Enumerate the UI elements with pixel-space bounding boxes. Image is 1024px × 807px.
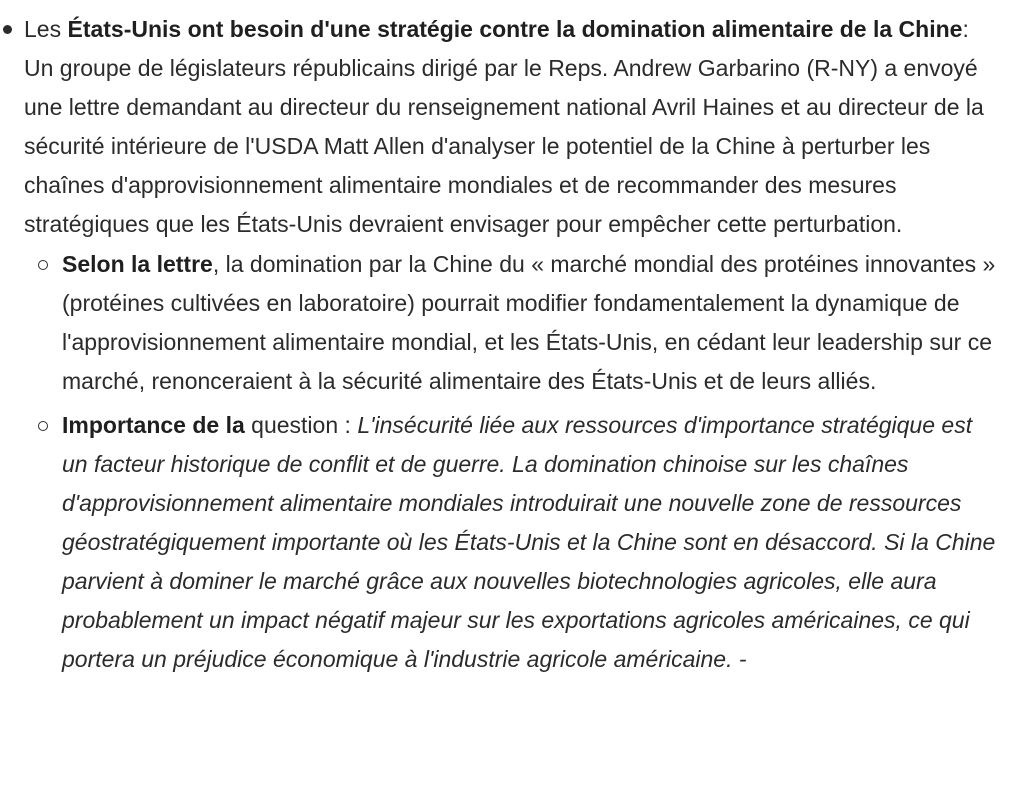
main-item-text: : Un groupe de législateurs républicains dirigé par le Reps. Andrew Garbarino (R-NY) a envoyé une lettre demandant au directeur du renseignement national Avril Haines et au directeur de la sécurité intérieure de l'USDA Matt Allen d'analyser le potentiel de la Chine à perturber les chaînes d'approvisionnement alimentaire mondiales et de recommander des mesures stratégiques que les États-Unis devraient envisager pour empêcher cette perturbation. [24,16,984,237]
bullet-list [0,10,1024,679]
sub-item-1-text: , la domination par la Chine du « marché mondial des protéines innovantes » (protéines cultivées en laboratoire) pourrait modifier fondamentalement la dynamique de l'approvisionnement alimentaire mondial, et les États-Unis, en cédant leur leadership sur ce marché, renonceraient à la sécurité alimentaire des États-Unis et de leurs alliés. [62,251,996,394]
sub-item-2-italic: L'insécurité liée aux ressources d'importance stratégique est un facteur historique de conflit et de guerre. La domination chinoise sur les chaînes d'approvisionnement alimentaire mondiales introduirait une nouvelle zone de ressources géostratégiquement importante où les États-Unis et la Chine sont en désaccord. Si la Chine parvient à dominer le marché grâce aux nouvelles biotechnologies agricoles, elle aura probablement un impact négatif majeur sur les exportations agricoles américaines, ce qui portera un préjudice économique à l'industrie agricole américaine. - [62,412,996,672]
main-item-heading: États-Unis ont besoin d'une stratégie contre la domination alimentaire de la Chine [67,16,963,42]
bullet-disc-icon [3,25,12,34]
sub-item-1-heading: Selon la lettre [62,251,213,277]
list-item-main [0,10,1024,679]
list-item-sub-1 [24,245,996,401]
sub-item-2-heading: Importance de la [62,412,245,438]
bullet-circle-icon [38,260,48,270]
document-content [0,10,1024,684]
sub-bullet-list [24,245,996,679]
bullet-circle-icon [38,421,48,431]
main-item-prefix: Les [24,16,68,42]
list-item-sub-2 [24,406,996,679]
sub-item-2-text: question : [244,412,358,438]
